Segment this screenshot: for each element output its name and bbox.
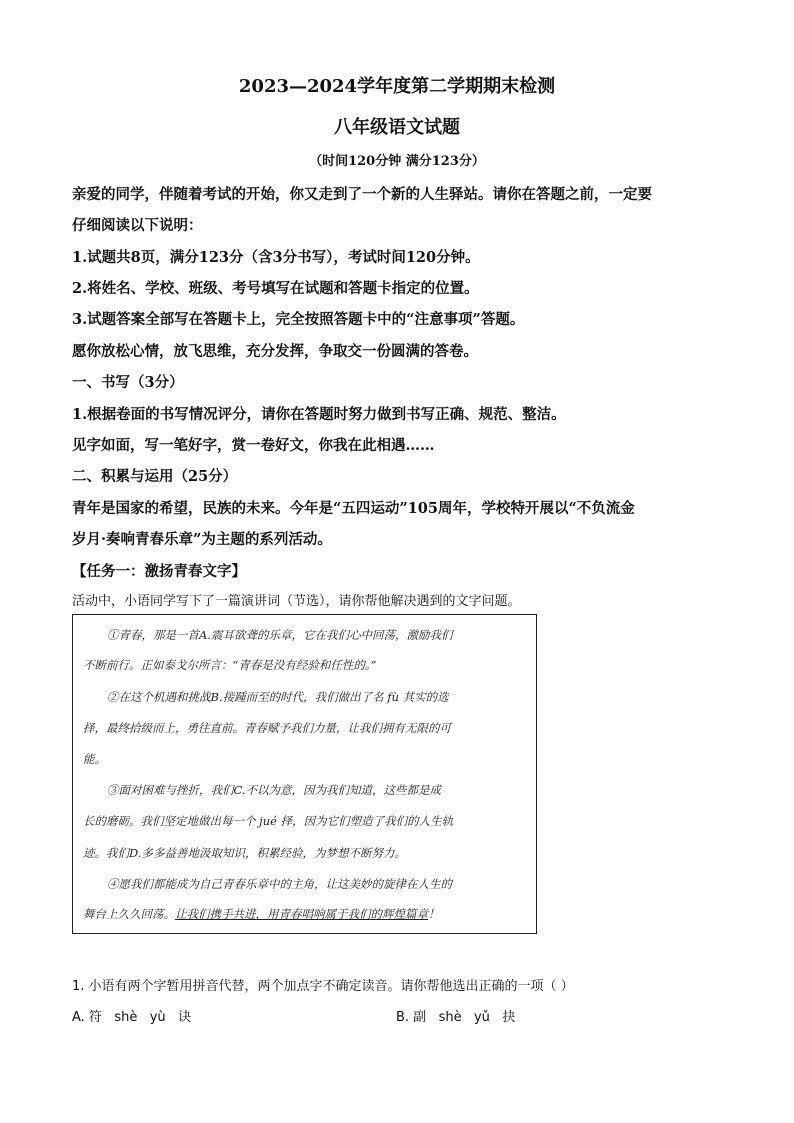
question-1-option-b[interactable]: B. 副 shè yǔ 抉 bbox=[396, 1010, 516, 1025]
task-1-description: 活动中，小语同学写下了一篇演讲词（节选），请你帮他解决遇到的文字问题。 bbox=[72, 594, 521, 609]
rule-1: 1.试题共8页，满分123分（含3分书写），考试时间120分钟。 bbox=[72, 249, 480, 266]
passage-line-3: ②在这个机遇和挑战B.接踵而至的时代，我们做出了名 fù 其实的选 bbox=[107, 690, 449, 704]
exam-title: 2023—2024学年度第二学期期末检测 bbox=[238, 76, 556, 97]
passage-line-6: ③面对困难与挫折，我们C.不以为意，因为我们知道，这些都是成 bbox=[107, 783, 442, 797]
passage-line-9: ④愿我们都能成为自己青春乐章中的主角，让这美妙的旋律在人生的 bbox=[107, 877, 452, 891]
time-note: （时间120分钟 满分123分） bbox=[309, 154, 485, 169]
section-1-heading: 一、书写（3分） bbox=[72, 374, 184, 391]
passage-line-5: 能。 bbox=[83, 752, 106, 766]
passage-line-8: 迹。我们D.多多益善地汲取知识，积累经验，为梦想不断努力。 bbox=[83, 846, 406, 860]
underlined-sentence: 让我们携手共进，用青春唱响属于我们的辉煌篇章 bbox=[175, 907, 428, 921]
passage-box bbox=[72, 614, 537, 934]
section-2-para-2: 岁月·奏响青春乐章”为主题的系列活动。 bbox=[72, 531, 332, 548]
passage-line-10-start: 舞台上久久回荡。 bbox=[83, 907, 175, 921]
wish-line: 愿你放松心情，放飞思维，充分发挥，争取交一份圆满的答卷。 bbox=[72, 343, 478, 360]
rule-2: 2.将姓名、学校、班级、考号填写在试题和答题卡指定的位置。 bbox=[72, 280, 479, 297]
passage-line-10 bbox=[83, 906, 529, 922]
passage-line-7: 长的磨砺。我们坚定地做出每一个 jué 择，因为它们塑造了我们的人生轨 bbox=[83, 814, 454, 828]
rule-3: 3.试题答案全部写在答题卡上，完全按照答题卡中的“注意事项”答题。 bbox=[72, 311, 525, 328]
intro-line-1: 亲爱的同学，伴随着考试的开始，你又走到了一个新的人生驿站。请你在答题之前，一定要 bbox=[72, 186, 652, 203]
passage-line-1: ①青春，那是一首A.震耳欲聋的乐章，它在我们心中回荡，激励我们 bbox=[107, 628, 453, 642]
section-1-item-1: 1.根据卷面的书写情况评分，请你在答题时努力做到书写正确、规范、整洁。 bbox=[72, 406, 566, 423]
passage-line-4: 择，最终拾级而上，勇往直前。青春赋予我们力量，让我们拥有无限的可 bbox=[83, 721, 451, 735]
intro-line-2: 仔细阅读以下说明： bbox=[72, 217, 203, 234]
passage-line-10-end: ！ bbox=[428, 907, 440, 921]
section-2-heading: 二、积累与运用（25分） bbox=[72, 468, 238, 485]
question-1-option-a[interactable]: A. 符 shè yù 诀 bbox=[72, 1010, 192, 1025]
section-2-para-1: 青年是国家的希望，民族的未来。今年是“五四运动”105周年，学校特开展以“不负流金 bbox=[72, 500, 635, 517]
passage-line-2: 不断前行。正如泰戈尔所言：“青春是没有经验和任性的。” bbox=[83, 658, 377, 672]
question-1-stem: 1. 小语有两个字暂用拼音代替，两个加点字不确定读音。请你帮他选出正确的一项（ ） bbox=[72, 979, 574, 994]
task-1-heading: 【任务一：激扬青春文字】 bbox=[72, 563, 246, 580]
exam-subtitle: 八年级语文试题 bbox=[334, 117, 460, 138]
section-1-item-2: 见字如面，写一笔好字，赏一卷好文，你我在此相遇…… bbox=[72, 437, 435, 454]
